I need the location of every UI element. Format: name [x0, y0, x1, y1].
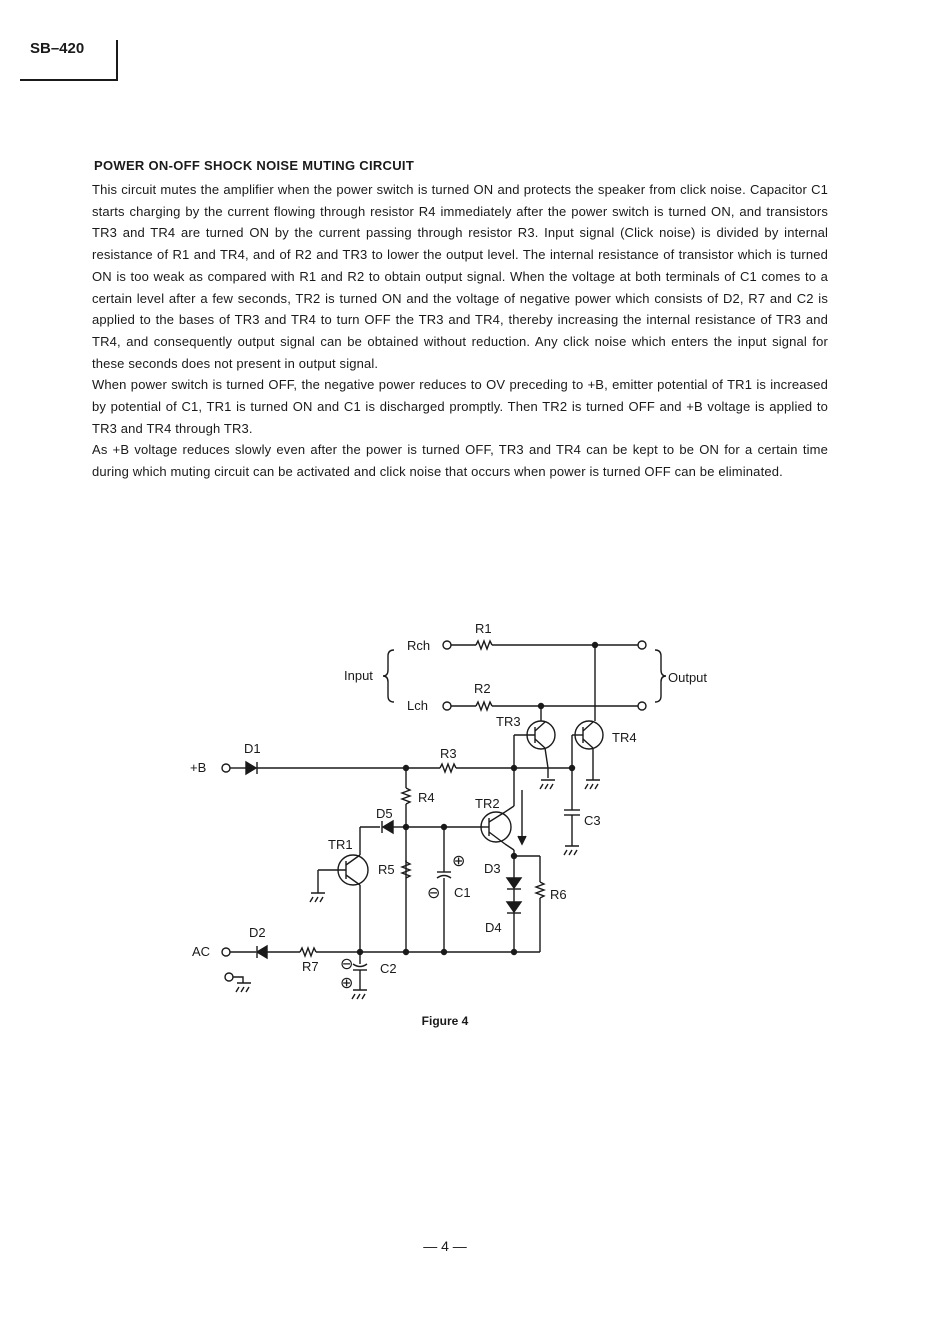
label-r5: R5 [378, 862, 395, 877]
circuit-diagram [0, 600, 950, 1020]
schematic-labels [190, 621, 707, 992]
label-r1: R1 [475, 621, 492, 636]
d3-d4-r6-branch [507, 856, 544, 955]
label-c1: C1 [454, 885, 471, 900]
label-d2: D2 [249, 925, 266, 940]
label-r7: R7 [302, 959, 319, 974]
label-tr3: TR3 [496, 714, 521, 729]
circuit-description [92, 158, 828, 483]
page-number: — 4 — [423, 1238, 467, 1254]
paragraph-1: This circuit mutes the amplifier when the power switch is turned ON and protects the speaker from click noise. Capacitor C1 starts charging by the current flowing through resistor R4 immediately after the power switch is turned ON, and transistors TR3 and TR4 are turned ON by the current passing through resistor R3. Input signal (Click noise) is divided by internal resistance of R1 and TR4, and of R2 and TR3 to lower the output level. The internal resistance of transistor which is turned ON is too weak as compared with R1 and R2 to obtain output signal. When the voltage at both terminals of C1 comes to a certain level after a few seconds, TR2 is turned ON and the voltage of negative power which consists of D2, R7 and C2 is applied to the bases of TR3 and TR4 to turn OFF the TR3 and TR4, thereby increasing the internal resistance of TR3 and TR4, and consequently output signal can be obtained without reduction. Any click noise which enters the input signal for these seconds does not present in output signal. [92, 182, 828, 371]
label-c2-plus: ⊕ [340, 975, 354, 992]
header-rule-horizontal [20, 79, 118, 81]
label-tr4: TR4 [612, 730, 637, 745]
label-tr1: TR1 [328, 837, 353, 852]
label-r2: R2 [474, 681, 491, 696]
label-c2: C2 [380, 961, 397, 976]
schematic-svg [0, 600, 950, 1020]
header-rule-vertical [116, 40, 118, 80]
label-r6: R6 [550, 887, 567, 902]
power-supply-line [222, 762, 580, 855]
label-input: Input [344, 668, 373, 683]
label-c1-minus: ⊖ [427, 885, 441, 902]
label-rch: Rch [407, 638, 431, 653]
label-d1: D1 [244, 741, 261, 756]
label-tr2: TR2 [475, 796, 500, 811]
label-d3: D3 [484, 861, 501, 876]
tr1-stage [310, 827, 410, 952]
label-ac: AC [192, 944, 211, 959]
label-c1-plus: ⊕ [452, 853, 466, 870]
tr3-tr4-transistors [514, 721, 603, 789]
section-heading: POWER ON-OFF SHOCK NOISE MUTING CIRCUIT [94, 158, 415, 173]
figure-caption: Figure 4 [421, 1014, 469, 1028]
paragraph-3: As +B voltage reduces slowly even after the power is turned OFF, TR3 and TR4 can be kept to be ON for a certain time during which muting circuit can be activated and click noise that occurs when power is turned OFF can be eliminated. [92, 442, 828, 480]
model-number: SB–420 [30, 40, 85, 57]
label-c2-minus: ⊖ [340, 956, 354, 973]
label-c3: C3 [584, 813, 601, 828]
label-d5: D5 [376, 806, 393, 821]
label-r4: R4 [418, 790, 435, 805]
label-output: Output [668, 670, 708, 685]
label-r3: R3 [440, 746, 457, 761]
label-lch: Lch [407, 698, 428, 713]
paragraph-2: When power switch is turned OFF, the negative power reduces to OV preceding to +B, emitter potential of TR1 is increased by potential of C1, TR1 is turned ON and C1 is discharged promptly. Then TR2 is turned OFF and +B voltage is applied to TR3 and TR4 through TR3. [92, 377, 828, 436]
label-plus-b: +B [190, 760, 207, 775]
label-d4: D4 [485, 920, 502, 935]
